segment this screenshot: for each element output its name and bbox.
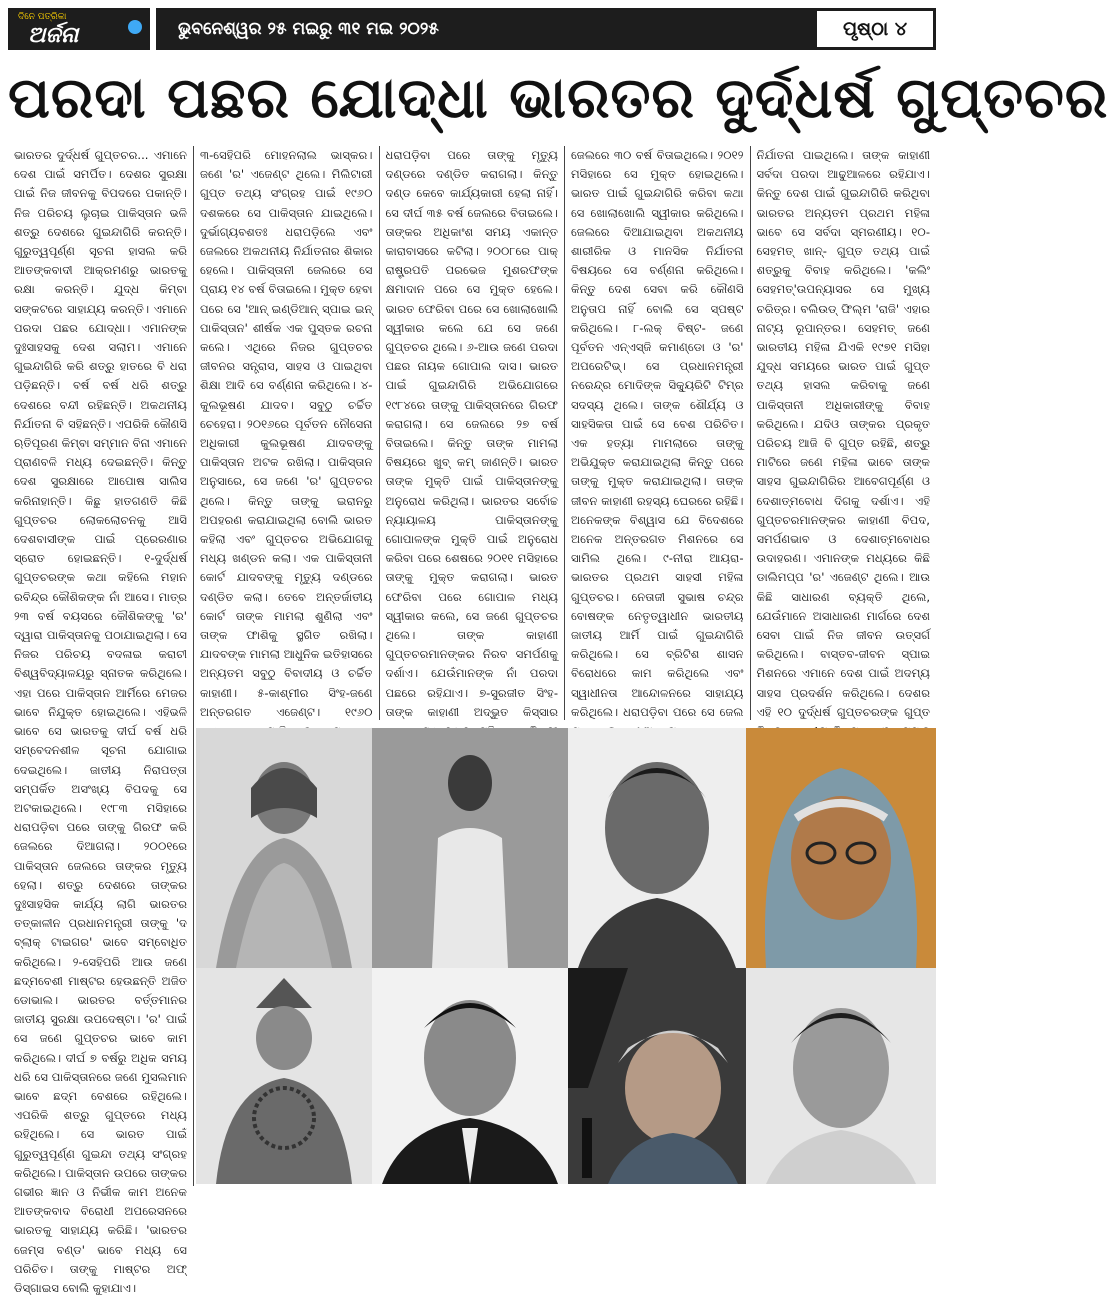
photo-collage: [196, 728, 936, 1184]
column-text: ଜେଲରେ ୩୦ ବର୍ଷ ବିତାଇଥିଲେ। ୨୦୧୨ ମସିହାରେ ସେ ମୁକ୍ତ ହୋଇଥିଲେ। ଭାରତ ପାଇଁ ଗୁଇନ୍ଦାଗିରି କରିବା କଥା ସେ ଖୋଲାଖୋଲି ସ୍ୱୀକାର କରିଥିଲେ। ଜେଲରେ ଦିଆଯାଇଥିବା ଅକଥନୀୟ ଶାରୀରିକ ଓ ମାନସିକ ନିର୍ଯାତନା ବିଷୟରେ ସେ ବର୍ଣ୍ଣନା କରିଥିଲେ। କିନ୍ତୁ ଦେଶ ସେବା କରି କୌଣସି ଅନୁତାପ ନାହିଁ ବୋଲି ସେ ସ୍ପଷ୍ଟ କରିଥିଲେ। ୮-ଲକ୍ ବିଷ୍ଟ- ଜଣେ ପୂର୍ବତନ ଏନ୍‌ଏସ୍‌ଜି କମାଣ୍ଡୋ ଓ 'ର' ଅପରେଟିଭ୍। ସେ ପ୍ରଧାନମନ୍ତ୍ରୀ ନରେନ୍ଦ୍ର ମୋଦିଙ୍କ ସିକ୍ୟୁରିଟି ଟିମ୍‌ର ସଦସ୍ୟ ଥିଲେ। ତାଙ୍କ ଶୌର୍ଯ୍ୟ ଓ ସାହସିକତା ପାଇଁ ସେ ବେଶ ପରିଚିତ। ଏକ ହତ୍ୟା ମାମଲାରେ ତାଙ୍କୁ ଅଭିଯୁକ୍ତ କରାଯାଇଥିଲା କିନ୍ତୁ ପରେ ତାଙ୍କୁ ମୁକ୍ତ କରାଯାଇଥିଲା। ତାଙ୍କ ଜୀବନ କାହାଣୀ ରହସ୍ୟ ଘେରରେ ରହିଛି। ଅନେକଙ୍କ ବିଶ୍ୱାସ ଯେ ବିଦେଶରେ ଅନେକ ଅନ୍ତରଗତ ମିଶନରେ ସେ ସାମିଲ ଥିଲେ। ୯-ନୀରା ଆୟରା- ଭାରତର ପ୍ରଥମ ସାହସୀ ମହିଳା ଗୁପ୍ତଚର। ନେତାଜୀ ସୁଭାଷ ଚନ୍ଦ୍ର ବୋଷଙ୍କ ନେତୃତ୍ୱାଧୀନ ଭାରତୀୟ ଜାତୀୟ ଆର୍ମି ପାଇଁ ଗୁଇନ୍ଦାଗିରି କରିଥିଲେ। ସେ ବ୍ରିଟିଶ ଶାସନ ବିରୋଧରେ କାମ କରିଥିଲେ ଏବଂ ସ୍ୱାଧୀନତା ଆନ୍ଦୋଳନରେ ସାହାଯ୍ୟ କରିଥିଲେ। ଧରାପଡ଼ିବା ପରେ ସେ ଜେଲ: [571, 148, 744, 719]
article-column-1: [8, 146, 194, 1295]
logo-tagline: ଦିନେ ପତ୍ରିକା: [18, 12, 67, 22]
logo-mark-icon: [128, 20, 142, 34]
page-number: ପୃଷ୍ଠା ୪: [814, 8, 936, 50]
photo-woman-cap: [568, 968, 746, 1184]
article-column-3: [380, 146, 566, 720]
article-column-5: [751, 146, 937, 720]
column-text: ୩-ସେହିପରି ମୋହନଲାଲ ଭାସ୍କର। ଜଣେ 'ର' ଏଜେଣ୍ଟ ଥିଲେ। ମିଲିଟାରୀ ଗୁପ୍ତ ତଥ୍ୟ ସଂଗ୍ରହ ପାଇଁ ୧୯୬୦ ଦଶକରେ ସେ ପାକିସ୍ତାନ ଯାଇଥିଲେ। ଦୁର୍ଭାଗ୍ୟବଶତଃ ଧରାପଡ଼ିଲେ ଏବଂ ଜେଲରେ ଅକଥନୀୟ ନିର୍ଯାତନାର ଶିକାର ହେଲେ। ପାକିସ୍ତାନୀ ଜେଲରେ ସେ ପ୍ରାୟ ୧୪ ବର୍ଷ ବିତାଇଲେ। ମୁକ୍ତ ହେବା ପରେ ସେ 'ଆନ୍ ଇଣ୍ଡିଆନ୍ ସ୍ପାଇ ଇନ୍ ପାକିସ୍ତାନ' ଶୀର୍ଷକ ଏକ ପୁସ୍ତକ ରଚନା କଲେ। ଏଥିରେ ନିଜର ଗୁପ୍ତଚର ଜୀବନର ସନ୍ତ୍ରାସ, ସାହସ ଓ ପାଇଥିବା ଶିକ୍ଷା ଆଦି ସେ ବର୍ଣ୍ଣନା କରିଥିଲେ। ୪-କୁଲଭୂଷଣ ଯାଦବ। ସବୁଠୁ ଚର୍ଚ୍ଚିତ ଚେହେରା। ୨୦୧୬ରେ ପୂର୍ବତନ ନୌସେନା ଅଧିକାରୀ କୁଲଭୂଷଣ ଯାଦବଙ୍କୁ ପାକିସ୍ତାନ ଅଟକ ରଖିଲା। ପାକିସ୍ତାନ ଅନୁସାରେ, ସେ ଜଣେ 'ର' ଗୁପ୍ତଚର ଥିଲେ। କିନ୍ତୁ ତାଙ୍କୁ ଇରାନରୁ ଅପହରଣ କରାଯାଇଥିଲା ବୋଲି ଭାରତ କହିଲା ଏବଂ ଗୁପ୍ତଚର ଅଭିଯୋଗକୁ ମଧ୍ୟ ଖଣ୍ଡନ କଲା। ଏକ ପାକିସ୍ତାନୀ କୋର୍ଟ ଯାଦବଙ୍କୁ ମୃତ୍ୟୁ ଦଣ୍ଡରେ ଦଣ୍ଡିତ କଲା। ତେବେ ଅନ୍ତର୍ଜାତୀୟ କୋର୍ଟ ତାଙ୍କ ମାମଲା ଶୁଣିଲା ଏବଂ ତାଙ୍କ ଫାଶିକୁ ସ୍ଥଗିତ ରଖିଲା। ଯାଦବଙ୍କ ମାମଲା ଆଧୁନିକ ଇତିହାସରେ ଅନ୍ୟତମ ସବୁଠୁ ବିବାଦୀୟ ଓ ଚର୍ଚ୍ଚିତ କାହାଣୀ। ୫-କାଶ୍ମୀର ସିଂହ-ଜଣେ ଅନ୍ତରଗତ ଏଜେଣ୍ଟ। ୧୯୬୦: [200, 148, 373, 719]
article-columns: [194, 146, 936, 720]
newspaper-logo: [8, 8, 156, 50]
masthead: [8, 8, 936, 50]
photo-warrior-drawing: [196, 968, 372, 1184]
photo-man-sketch: [372, 968, 568, 1184]
photo-man-portrait: [568, 728, 746, 968]
logo-title: ଅର୍ଜନା: [28, 22, 79, 48]
column-text: ଭାରତର ଦୁର୍ଦ୍ଧର୍ଷ ଗୁପ୍ତଚର... ଏମାନେ ଦେଶ ପାଇଁ ସମର୍ପିତ। ଦେଶର ସୁରକ୍ଷା ପାଇଁ ନିଜ ଜୀବନକୁ ବିପଦରେ ପକାନ୍ତି। ନିଜ ପରିଚୟ ଲୁଚାଇ ପାକିସ୍ତାନ ଭଳି ଶତ୍ରୁ ଦେଶରେ ଗୁଇନ୍ଦାଗିରି କରନ୍ତି। ଗୁରୁତ୍ୱପୂର୍ଣ୍ଣ ସୂଚନା ହାସଲ କରି ଆତଙ୍କବାଦୀ ଆକ୍ରମଣରୁ ଭାରତକୁ ରକ୍ଷା କରନ୍ତି। ଯୁଦ୍ଧ କିମ୍ବା ସଙ୍କଟରେ ସାହାଯ୍ୟ କରନ୍ତି। ଏମାନେ ପରଦା ପଛର ଯୋଦ୍ଧା। ଏମାନଙ୍କ ଦୁଃସାହସକୁ ଦେଶ ସଲାମ। ଏମାନେ ଗୁଇନ୍ଦାଗିରି କରି ଶତ୍ରୁ ହାତରେ ବି ଧରା ପଡ଼ିଛନ୍ତି। ବର୍ଷ ବର୍ଷ ଧରି ଶତ୍ରୁ ଦେଶରେ ବନ୍ଦୀ ରହିଛନ୍ତି। ଅକଥନୀୟ ନିର୍ଯାତନା ବି ସହିଛନ୍ତି। ଏପରିକି କୌଣସି ଋତିପୂରଣ କିମ୍ବା ସମ୍ମାନ ବିନା ଏମାନେ ପ୍ରାଣବଳି ମଧ୍ୟ ଦେଇଛନ୍ତି। କିନ୍ତୁ ଦେଶ ସୁରକ୍ଷାରେ ଆପୋଷ ସାଲିସ କରିନାହାନ୍ତି। କିଛୁ ହାତଗଣତି କିଛି ଗୁପ୍ତଚର ଲୋକଲୋଚନକୁ ଆସି ଦେଶବାସୀଙ୍କ ପାଇଁ ପ୍ରେରଣାର ସ୍ରୋତ ହୋଇଛନ୍ତି। ୧-ଦୁର୍ଦ୍ଧର୍ଷ ଗୁପ୍ତଚରଙ୍କ କଥା କହିଲେ ମହାନ ରବିନ୍ଦ୍ର କୌଶିକଙ୍କ ନାଁ ଆସେ। ମାତ୍ର ୨୩ ବର୍ଷ ବୟସରେ କୌଶିକଙ୍କୁ 'ର' ଦ୍ୱାରା ପାକିସ୍ତାନକୁ ପଠାଯାଇଥିଲା। ସେ ନିଜର ପରିଚୟ ବଦଳାଇ କରାଚୀ ବିଶ୍ୱବିଦ୍ୟାଳୟରୁ ସ୍ନାତକ କରିଥିଲେ। ଏହା ପରେ ପାକିସ୍ତାନ ଆର୍ମିରେ ମେଜର ଭାବେ ନିଯୁକ୍ତ ହୋଇଥିଲେ। ଏହିଭଳି ଭାବେ ସେ ଭାରତକୁ ଦୀର୍ଘ ବର୍ଷ ଧରି ସମ୍ବେଦନଶୀଳ ସୂଚନା ଯୋଗାଇ ଦେଇଥିଲେ। ଜାତୀୟ ନିରାପତ୍ତା ସମ୍ପର୍କିତ ଅସଂଖ୍ୟ ବିପଦକୁ ସେ ଅଟକାଇଥିଲେ। ୧୯୮୩ ମସିହାରେ ଧରାପଡ଼ିବା ପରେ ତାଙ୍କୁ ଗିରଫ କରି ଜେଲରେ ଦିଆଗଲା। ୨୦୦୧ରେ ପାକିସ୍ତାନ ଜେଲରେ ତାଙ୍କର ମୃତ୍ୟୁ ହେଲା। ଶତ୍ରୁ ଦେଶରେ ତାଙ୍କର ଦୁଃସାହସିକ କାର୍ଯ୍ୟ ଲାଗି ଭାରତର ତତ୍କାଳୀନ ପ୍ରଧାନମନ୍ତ୍ରୀ ତାଙ୍କୁ 'ଦ ବ୍ଲାକ୍ ଟାଇଗର' ଭାବେ ସମ୍ବୋଧିତ କରିଥିଲେ। ୨-ସେହିପରି ଆଉ ଜଣେ ଛଦ୍ମବେଶୀ ମାଷ୍ଟର ହେଉଛନ୍ତି ଅଜିତ ଡୋଭାଲ। ଭାରତର ବର୍ତ୍ତମାନର ଜାତୀୟ ସୁରକ୍ଷା ଉପଦେଷ୍ଟା। 'ର' ପାଇଁ ସେ ଜଣେ ଗୁପ୍ତଚର ଭାବେ କାମ କରିଥିଲେ। ଦୀର୍ଘ ୭ ବର୍ଷରୁ ଅଧିକ ସମୟ ଧରି ସେ ପାକିସ୍ତାନରେ ଜଣେ ମୁସଲମାନ ଭାବେ ଛଦ୍ମ ବେଶରେ ରହିଥିଲେ। ଏପରିକି ଶତ୍ରୁ ଗୁପ୍ତରେ ମଧ୍ୟ ରହିଥିଲେ। ସେ ଭାରତ ପାଇଁ ଗୁରୁତ୍ୱପୂର୍ଣ୍ଣ ଗୁଇନ୍ଦା ତଥ୍ୟ ସଂଗ୍ରହ କରିଥିଲେ। ପାକିସ୍ତାନ ଉପରେ ତାଙ୍କର ଗଭୀର ଜ୍ଞାନ ଓ ନିର୍ଭୀକ କାମ ଅନେକ ଆତଙ୍କବାଦ ବିରୋଧୀ ଅପରେସନରେ ଭାରତକୁ ସାହାଯ୍ୟ କରିଛି। 'ଭାରତର ଜେମ୍ସ ବଣ୍ଡ' ଭାବେ ମଧ୍ୟ ସେ ପରିଚିତ। ତାଙ୍କୁ ମାଷ୍ଟର ଅଫ୍ ଡିସ୍‌ଗାଇସ ବୋଲି କୁହାଯାଏ।: [14, 148, 187, 1295]
photo-woman-saree: [196, 728, 372, 968]
photo-young-man-standing: [372, 728, 568, 968]
headline: ପରଦା ପଛର ଯୋଦ୍ଧା ଭାରତର ଦୁର୍ଦ୍ଧର୍ଷ ଗୁପ୍ତଚର: [8, 66, 1108, 131]
photo-young-man-portrait: [746, 968, 936, 1184]
photo-woman-painting: [746, 728, 936, 968]
column-text: ନିର୍ଯାତନା ପାଇଥିଲେ। ତାଙ୍କ କାହାଣୀ ସର୍ବଦା ପରଦା ଆଢୁଆଳରେ ରହିଯାଏ। କିନ୍ତୁ ଦେଶ ପାଇଁ ଗୁଇନ୍ଦାଗିରି କରିଥିବା ଭାରତର ଅନ୍ୟତମ ପ୍ରଥମ ମହିଳା ଭାବେ ସେ ସର୍ବଦା ସ୍ମରଣୀୟ। ୧୦-ସେହମତ୍ ଖାନ୍- ଗୁପ୍ତ ତଥ୍ୟ ପାଇଁ ଶତ୍ରୁକୁ ବିବାହ କରିଥିଲେ। 'କଲିଂ ସେହମତ୍'ଉପନ୍ୟାସର ସେ ମୁଖ୍ୟ ଚରିତ୍ର। ବଲିଉଡ୍ ଫିଲ୍ମ 'ରାଜି' ଏହାର ନାଟ୍ୟ ରୂପାନ୍ତର। ସେହମତ୍ ଜଣେ ଭାରତୀୟ ମହିଳା ଯିଏକି ୧୯୭୧ ମସିହା ଯୁଦ୍ଧ ସମୟରେ ଭାରତ ପାଇଁ ଗୁପ୍ତ ତଥ୍ୟ ହାସଲ କରିବାକୁ ଜଣେ ପାକିସ୍ତାନୀ ଅଧିକାରୀଙ୍କୁ ବିବାହ କରିଥିଲେ। ଯଦିଓ ତାଙ୍କର ପ୍ରକୃତ ପରିଚୟ ଆଜି ବି ଗୁପ୍ତ ରହିଛି, ଶତ୍ରୁ ମାଟିରେ ଜଣେ ମହିଳା ଭାବେ ତାଙ୍କ ସାହସ ଗୁଇନ୍ଦାଗିରିର ଆବେଗପୂର୍ଣ୍ଣ ଓ ଦେଶାତ୍ମବୋଧ ଦିଗକୁ ଦର୍ଶାଏ। ଏହି ଗୁପ୍ତଚରମାନଙ୍କର କାହାଣୀ ବିପଦ, ସମର୍ପଣଭାବ ଓ ଦେଶାତ୍ମବୋଧର ଉଦାହରଣ। ଏମାନଙ୍କ ମଧ୍ୟରେ କିଛି ଡାଲିମପ୍ପ 'ର' ଏଜେଣ୍ଟ ଥିଲେ। ଆଉ କିଛି ସାଧାରଣ ବ୍ୟକ୍ତି ଥିଲେ, ଯେଉଁମାନେ ଅସାଧାରଣ ମାର୍ଗରେ ଦେଶ ସେବା ପାଇଁ ନିଜ ଜୀବନ ଉତ୍ସର୍ଗ କରିଥିଲେ। ବାସ୍ତବ-ଜୀବନ ସ୍ପାଇ ମିଶନରେ ଏମାନେ ଦେଶ ପାଇଁ ଅଦମ୍ୟ ସାହସ ପ୍ରଦର୍ଶନ କରିଥିଲେ। ଦେଶର ଏହି ୧୦ ଦୁର୍ଦ୍ଧର୍ଷ ଗୁପ୍ତଚରଙ୍କ ଗୁପ୍ତ: [756, 148, 930, 719]
column-text: ଧରାପଡ଼ିବା ପରେ ତାଙ୍କୁ ମୃତ୍ୟୁ ଦଣ୍ଡରେ ଦଣ୍ଡିତ କରାଗଲା। କିନ୍ତୁ ଦଣ୍ଡ କେବେ କାର୍ଯ୍ୟକାରୀ ହେଲା ନାହିଁ। ସେ ଦୀର୍ଘ ୩୫ ବର୍ଷ ଜେଲରେ ବିତାଇଲେ। ତାଙ୍କର ଅଧିକାଂଶ ସମୟ ଏକାନ୍ତ କାରାବାସରେ କଟିଲା। ୨୦୦୮ରେ ପାକ୍ ରାଷ୍ଟ୍ରପତି ପରଭେଜ ମୁଶରଫଙ୍କ କ୍ଷମାଦାନ ପରେ ସେ ମୁକ୍ତ ହେଲେ। ଭାରତ ଫେରିବା ପରେ ସେ ଖୋଲାଖୋଲି ସ୍ୱୀକାର କଲେ ଯେ ସେ ଜଣେ ଗୁପ୍ତଚର ଥିଲେ। ୬-ଆଉ ଜଣେ ପରଦା ପଛର ନାୟକ ଗୋପାଲ ଦାସ। ଭାରତ ପାଇଁ ଗୁଇନ୍ଦାଗିରି ଅଭିଯୋଗରେ ୧୯୮୪ରେ ତାଙ୍କୁ ପାକିସ୍ତାନରେ ଗିରଫ କରାଗଲା। ସେ ଜେଲରେ ୨୭ ବର୍ଷ ବିତାଇଲେ। କିନ୍ତୁ ତାଙ୍କ ମାମଲା ବିଷୟରେ ଖୁବ୍ କମ୍ ଜାଣନ୍ତି। ଭାରତ ତାଙ୍କ ମୁକ୍ତି ପାଇଁ ପାକିସ୍ତାନଙ୍କୁ ଅନୁରୋଧ କରିଥିଲା। ଭାରତର ସର୍ବୋଚ୍ଚ ନ୍ୟାୟାଳୟ ପାକିସ୍ତାନଙ୍କୁ ଗୋପାଳଙ୍କ ମୁକ୍ତି ପାଇଁ ଅନୁରୋଧ କରିବା ପରେ ଶେଷରେ ୨୦୧୧ ମସିହାରେ ତାଙ୍କୁ ମୁକ୍ତ କରାଗଲା। ଭାରତ ଫେରିବା ପରେ ଗୋପାଳ ମଧ୍ୟ ସ୍ୱୀକାର କଲେ, ସେ ଜଣେ ଗୁପ୍ତଚର ଥିଲେ। ତାଙ୍କ କାହାଣୀ ଗୁପ୍ତଚରମାନଙ୍କର ନିରବ ସମର୍ପଣକୁ ଦର୍ଶାଏ। ଯେଉଁମାନଙ୍କ ନାଁ ପରଦା ପଛରେ ରହିଯାଏ। ୭-ସୁରଜୀତ ସିଂହ- ତାଙ୍କ କାହାଣୀ ଅଦ୍ଭୁତ କିସ୍ସାର: [385, 148, 558, 719]
article-column-2: [194, 146, 380, 720]
article-column-4: [565, 146, 751, 720]
dateline: ଭୁବନେଶ୍ୱର ୨୫ ମଇରୁ ୩୧ ମଇ ୨୦୨୫: [156, 8, 814, 50]
